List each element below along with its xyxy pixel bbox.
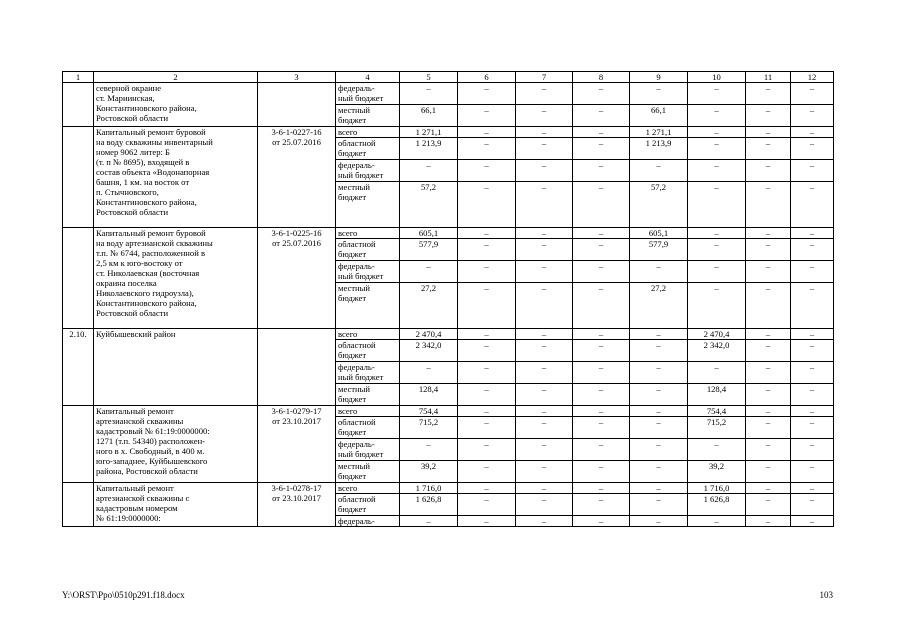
cell-col-12: –: [791, 105, 834, 127]
cell-col-9: –: [630, 516, 688, 527]
cell-col-2: Капитальный ремонт буровой на воду скважины инвентарный номер 9062 литер: Б (т. п № 8695), входящей в состав объекта «Водонапорная башня, 1 км. на восток от п. Стычновского, Константиновского района, Ростовской области: [94, 127, 258, 228]
cell-col-7: –: [516, 362, 573, 384]
cell-col-8: –: [573, 160, 630, 182]
cell-col-7: –: [516, 283, 573, 329]
cell-col-10: –: [688, 362, 746, 384]
cell-col-5: 605,1: [400, 228, 458, 239]
cell-col-11: –: [746, 138, 791, 160]
cell-col-9: –: [630, 83, 688, 105]
cell-col-3: 3-6-1-0227-16 от 25.07.2016: [258, 127, 336, 228]
cell-col-5: 1 626,8: [400, 494, 458, 516]
cell-col-8: –: [573, 406, 630, 417]
budget-table: [62, 71, 834, 527]
cell-col-7: –: [516, 494, 573, 516]
cell-col-1: [63, 483, 94, 527]
cell-col-8: –: [573, 439, 630, 461]
cell-col-2: Капитальный ремонт артезианской скважины кадастровый № 61:19:0000000: 1271 (т.п. 54340) расположен- ного в х. Свободный, в 400 м. юго-западнее, Куйбышевского района, Ростовской области: [94, 406, 258, 483]
table-row: [63, 228, 834, 239]
page-number: 103: [819, 590, 833, 600]
cell-col-6: –: [458, 239, 516, 261]
cell-col-1: [63, 83, 94, 127]
cell-col-1: [63, 406, 94, 483]
header-row: [63, 72, 834, 83]
cell-col-2: Куйбышевский район: [94, 329, 258, 406]
cell-col-11: –: [746, 239, 791, 261]
cell-col-5: 27,2: [400, 283, 458, 329]
table-row: [63, 329, 834, 340]
cell-col-11: –: [746, 283, 791, 329]
cell-col-10: –: [688, 138, 746, 160]
cell-col-4: областной бюджет: [336, 417, 400, 439]
cell-col-9: –: [630, 417, 688, 439]
cell-col-11: –: [746, 182, 791, 228]
cell-col-8: –: [573, 516, 630, 527]
cell-col-6: –: [458, 160, 516, 182]
cell-col-4: областной бюджет: [336, 494, 400, 516]
cell-col-12: –: [791, 182, 834, 228]
cell-col-4: местный бюджет: [336, 461, 400, 483]
cell-col-7: –: [516, 329, 573, 340]
cell-col-5: –: [400, 516, 458, 527]
cell-col-5: 57,2: [400, 182, 458, 228]
col-header-3: 3: [258, 72, 336, 83]
footer-file-path: Y:\ORST\Ppo\0510p291.f18.docx: [62, 590, 185, 600]
cell-col-4: всего: [336, 483, 400, 494]
cell-col-12: –: [791, 138, 834, 160]
cell-col-8: –: [573, 461, 630, 483]
cell-col-1: [63, 228, 94, 329]
cell-col-4: областной бюджет: [336, 138, 400, 160]
cell-col-12: –: [791, 406, 834, 417]
cell-col-5: –: [400, 160, 458, 182]
cell-col-1: [63, 127, 94, 228]
cell-col-9: –: [630, 439, 688, 461]
col-header-2: 2: [94, 72, 258, 83]
col-header-12: 12: [791, 72, 834, 83]
cell-col-5: 754,4: [400, 406, 458, 417]
cell-col-9: –: [630, 261, 688, 283]
cell-col-11: –: [746, 228, 791, 239]
cell-col-12: –: [791, 239, 834, 261]
cell-col-5: 1 271,1: [400, 127, 458, 138]
cell-col-6: –: [458, 283, 516, 329]
cell-col-8: –: [573, 261, 630, 283]
cell-col-9: 57,2: [630, 182, 688, 228]
cell-col-4: местный бюджет: [336, 384, 400, 406]
cell-col-10: 2 342,0: [688, 340, 746, 362]
cell-col-4: областной бюджет: [336, 239, 400, 261]
cell-col-6: –: [458, 83, 516, 105]
cell-col-9: –: [630, 340, 688, 362]
cell-col-12: –: [791, 261, 834, 283]
cell-col-5: 2 470,4: [400, 329, 458, 340]
cell-col-10: 128,4: [688, 384, 746, 406]
cell-col-4: местный бюджет: [336, 283, 400, 329]
cell-col-6: –: [458, 461, 516, 483]
cell-col-6: –: [458, 494, 516, 516]
col-header-9: 9: [630, 72, 688, 83]
cell-col-6: –: [458, 516, 516, 527]
cell-col-8: –: [573, 228, 630, 239]
cell-col-5: 715,2: [400, 417, 458, 439]
cell-col-3: [258, 329, 336, 406]
cell-col-4: всего: [336, 329, 400, 340]
cell-col-8: –: [573, 127, 630, 138]
cell-col-6: –: [458, 182, 516, 228]
cell-col-7: –: [516, 138, 573, 160]
cell-col-12: –: [791, 340, 834, 362]
table-row: [63, 406, 834, 417]
col-header-1: 1: [63, 72, 94, 83]
cell-col-11: –: [746, 261, 791, 283]
col-header-8: 8: [573, 72, 630, 83]
cell-col-12: –: [791, 516, 834, 527]
cell-col-6: –: [458, 340, 516, 362]
cell-col-12: –: [791, 160, 834, 182]
cell-col-10: –: [688, 228, 746, 239]
cell-col-5: –: [400, 83, 458, 105]
cell-col-5: 128,4: [400, 384, 458, 406]
table-row: [63, 127, 834, 138]
cell-col-11: –: [746, 483, 791, 494]
cell-col-12: –: [791, 329, 834, 340]
cell-col-9: –: [630, 362, 688, 384]
cell-col-4: федераль- ный бюджет: [336, 439, 400, 461]
cell-col-2: Капитальный ремонт буровой на воду артезианской скважины т.п. № 6744, расположенной в 2,5 км к юго-востоку от ст. Николаевская (восточная окраина поселка Николаевского гидроузла), Константиновского района, Ростовской области: [94, 228, 258, 329]
col-header-7: 7: [516, 72, 573, 83]
cell-col-4: федераль-: [336, 516, 400, 527]
cell-col-7: –: [516, 239, 573, 261]
cell-col-7: –: [516, 83, 573, 105]
cell-col-6: –: [458, 362, 516, 384]
cell-col-6: –: [458, 105, 516, 127]
cell-col-9: –: [630, 329, 688, 340]
cell-col-11: –: [746, 362, 791, 384]
table-body: [63, 72, 834, 527]
cell-col-5: –: [400, 439, 458, 461]
table-row: [63, 483, 834, 494]
cell-col-2: северной окраине ст. Мариинская, Константиновского района, Ростовской области: [94, 83, 258, 127]
cell-col-9: 605,1: [630, 228, 688, 239]
cell-col-10: –: [688, 239, 746, 261]
col-header-4: 4: [336, 72, 400, 83]
cell-col-6: –: [458, 228, 516, 239]
cell-col-10: 1 716,0: [688, 483, 746, 494]
cell-col-11: –: [746, 329, 791, 340]
cell-col-12: –: [791, 461, 834, 483]
cell-col-9: 27,2: [630, 283, 688, 329]
cell-col-11: –: [746, 83, 791, 105]
cell-col-6: –: [458, 483, 516, 494]
cell-col-6: –: [458, 329, 516, 340]
cell-col-8: –: [573, 340, 630, 362]
cell-col-11: –: [746, 105, 791, 127]
cell-col-6: –: [458, 261, 516, 283]
cell-col-8: –: [573, 483, 630, 494]
table-row: [63, 83, 834, 105]
cell-col-4: всего: [336, 406, 400, 417]
cell-col-2: Капитальный ремонт артезианской скважины с кадастровым номером № 61:19:0000000:: [94, 483, 258, 527]
cell-col-9: –: [630, 461, 688, 483]
cell-col-8: –: [573, 494, 630, 516]
cell-col-7: –: [516, 261, 573, 283]
cell-col-10: –: [688, 83, 746, 105]
cell-col-8: –: [573, 239, 630, 261]
cell-col-7: –: [516, 516, 573, 527]
cell-col-5: 1 716,0: [400, 483, 458, 494]
cell-col-11: –: [746, 439, 791, 461]
cell-col-9: –: [630, 494, 688, 516]
cell-col-4: федераль- ный бюджет: [336, 261, 400, 283]
cell-col-9: –: [630, 406, 688, 417]
cell-col-12: –: [791, 483, 834, 494]
cell-col-10: 754,4: [688, 406, 746, 417]
cell-col-3: 3-6-1-0225-16 от 25.07.2016: [258, 228, 336, 329]
cell-col-3: 3-6-1-0278-17 от 23.10.2017: [258, 483, 336, 527]
cell-col-4: местный бюджет: [336, 182, 400, 228]
cell-col-8: –: [573, 283, 630, 329]
cell-col-4: федераль- ный бюджет: [336, 83, 400, 105]
cell-col-7: –: [516, 461, 573, 483]
col-header-5: 5: [400, 72, 458, 83]
cell-col-9: –: [630, 483, 688, 494]
cell-col-12: –: [791, 283, 834, 329]
cell-col-12: –: [791, 439, 834, 461]
cell-col-10: –: [688, 127, 746, 138]
cell-col-12: –: [791, 494, 834, 516]
cell-col-4: местный бюджет: [336, 105, 400, 127]
cell-col-11: –: [746, 340, 791, 362]
cell-col-9: 1 271,1: [630, 127, 688, 138]
cell-col-9: –: [630, 160, 688, 182]
cell-col-11: –: [746, 160, 791, 182]
cell-col-5: 66,1: [400, 105, 458, 127]
cell-col-9: 1 213,9: [630, 138, 688, 160]
cell-col-6: –: [458, 406, 516, 417]
cell-col-7: –: [516, 417, 573, 439]
cell-col-3: [258, 83, 336, 127]
cell-col-12: –: [791, 362, 834, 384]
cell-col-10: –: [688, 160, 746, 182]
cell-col-5: 39,2: [400, 461, 458, 483]
cell-col-7: –: [516, 127, 573, 138]
cell-col-4: федераль- ный бюджет: [336, 160, 400, 182]
cell-col-11: –: [746, 516, 791, 527]
cell-col-8: –: [573, 138, 630, 160]
cell-col-10: 715,2: [688, 417, 746, 439]
cell-col-6: –: [458, 417, 516, 439]
cell-col-5: 2 342,0: [400, 340, 458, 362]
cell-col-12: –: [791, 83, 834, 105]
cell-col-6: –: [458, 439, 516, 461]
cell-col-8: –: [573, 384, 630, 406]
cell-col-10: 1 626,8: [688, 494, 746, 516]
cell-col-5: –: [400, 362, 458, 384]
cell-col-5: 1 213,9: [400, 138, 458, 160]
cell-col-6: –: [458, 384, 516, 406]
cell-col-12: –: [791, 127, 834, 138]
cell-col-8: –: [573, 182, 630, 228]
cell-col-4: федераль- ный бюджет: [336, 362, 400, 384]
cell-col-5: –: [400, 261, 458, 283]
cell-col-7: –: [516, 228, 573, 239]
cell-col-10: –: [688, 261, 746, 283]
cell-col-10: –: [688, 105, 746, 127]
cell-col-8: –: [573, 83, 630, 105]
cell-col-11: –: [746, 127, 791, 138]
col-header-10: 10: [688, 72, 746, 83]
cell-col-7: –: [516, 483, 573, 494]
cell-col-7: –: [516, 439, 573, 461]
cell-col-3: 3-6-1-0279-17 от 23.10.2017: [258, 406, 336, 483]
cell-col-1: 2.10.: [63, 329, 94, 406]
cell-col-4: всего: [336, 127, 400, 138]
cell-col-11: –: [746, 384, 791, 406]
cell-col-7: –: [516, 160, 573, 182]
col-header-6: 6: [458, 72, 516, 83]
cell-col-12: –: [791, 417, 834, 439]
cell-col-8: –: [573, 105, 630, 127]
cell-col-10: 2 470,4: [688, 329, 746, 340]
cell-col-6: –: [458, 127, 516, 138]
cell-col-6: –: [458, 138, 516, 160]
cell-col-10: –: [688, 439, 746, 461]
cell-col-12: –: [791, 228, 834, 239]
cell-col-9: 66,1: [630, 105, 688, 127]
cell-col-10: –: [688, 182, 746, 228]
cell-col-9: –: [630, 384, 688, 406]
cell-col-11: –: [746, 494, 791, 516]
cell-col-8: –: [573, 329, 630, 340]
cell-col-8: –: [573, 362, 630, 384]
cell-col-10: –: [688, 283, 746, 329]
cell-col-5: 577,9: [400, 239, 458, 261]
cell-col-11: –: [746, 461, 791, 483]
cell-col-7: –: [516, 340, 573, 362]
cell-col-10: –: [688, 516, 746, 527]
col-header-11: 11: [746, 72, 791, 83]
cell-col-12: –: [791, 384, 834, 406]
cell-col-8: –: [573, 417, 630, 439]
cell-col-10: 39,2: [688, 461, 746, 483]
cell-col-7: –: [516, 406, 573, 417]
cell-col-7: –: [516, 182, 573, 228]
cell-col-11: –: [746, 406, 791, 417]
cell-col-4: областной бюджет: [336, 340, 400, 362]
cell-col-9: 577,9: [630, 239, 688, 261]
cell-col-7: –: [516, 105, 573, 127]
cell-col-7: –: [516, 384, 573, 406]
cell-col-4: всего: [336, 228, 400, 239]
cell-col-11: –: [746, 417, 791, 439]
